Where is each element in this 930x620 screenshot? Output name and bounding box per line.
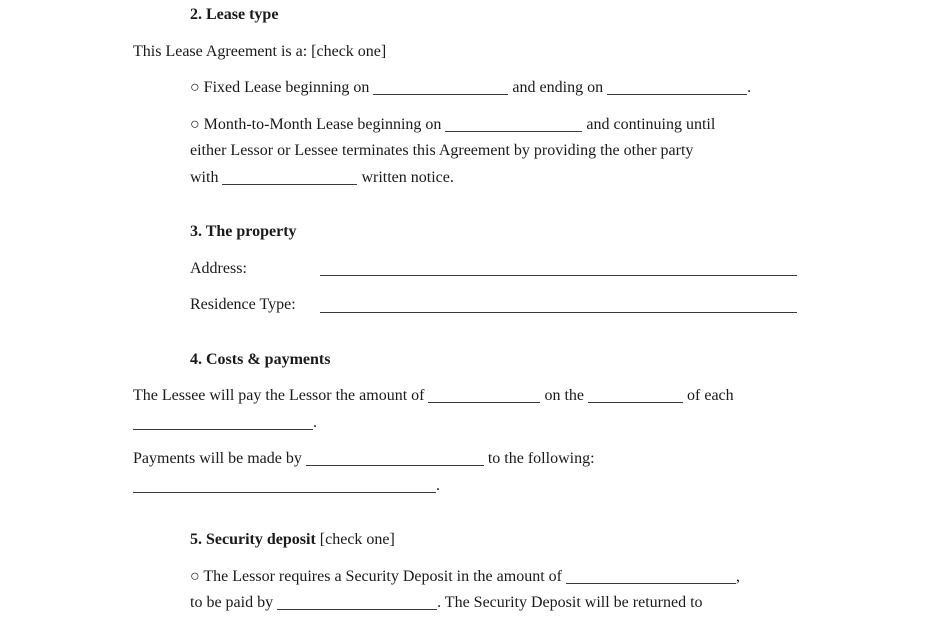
deposit-required-option (190, 564, 797, 617)
notice-period-blank[interactable] (222, 168, 357, 185)
residence-type-blank[interactable] (320, 292, 797, 313)
fixed-lease-text-3: . (747, 79, 752, 96)
payment-method-text-1: Payments will be made by (133, 450, 302, 467)
fixed-lease-end-date-blank[interactable] (607, 78, 747, 95)
lease-type-intro: This Lease Agreement is a: [check one] (133, 42, 387, 60)
rent-text-4: . (313, 413, 317, 431)
month-to-month-radio[interactable]: ○ (190, 115, 200, 133)
deposit-required-radio[interactable]: ○ (190, 567, 200, 585)
section-security-heading (190, 527, 797, 554)
rent-text-2: on the (544, 387, 585, 404)
rent-text-1: The Lessee will pay the Lessor the amount of (133, 387, 425, 404)
payment-method-text-3: . (436, 476, 440, 494)
fixed-lease-text-1: Fixed Lease beginning on (203, 79, 370, 96)
fixed-lease-start-date-blank[interactable] (373, 78, 508, 95)
rent-period-blank[interactable] (133, 413, 313, 430)
rent-payment-paragraph (133, 383, 797, 436)
rent-amount-blank[interactable] (428, 386, 540, 403)
payment-method-text-2: to the following: (487, 450, 595, 467)
mtm-text-4: with (190, 168, 219, 186)
residence-type-field-row (190, 292, 797, 319)
payment-method-blank[interactable] (306, 449, 484, 466)
rent-due-day-blank[interactable] (588, 386, 683, 403)
payment-method-paragraph (133, 446, 797, 499)
deposit-text-3: to be paid by (190, 594, 274, 611)
deposit-text-2: , (735, 567, 740, 585)
deposit-amount-blank[interactable] (566, 567, 736, 584)
mtm-text-2: and continuing until (586, 115, 716, 133)
address-label: Address: (190, 259, 247, 277)
mtm-text-3: either Lessor or Lessee terminates this Agreement by providing the other party (190, 142, 694, 159)
payment-destination-blank[interactable] (133, 476, 436, 493)
fixed-lease-option (190, 75, 797, 102)
deposit-text-1: The Lessor requires a Security Deposit in the amount of (203, 567, 562, 585)
address-field-row (190, 256, 797, 283)
month-to-month-option (190, 112, 797, 192)
deposit-paid-by-blank[interactable] (277, 593, 437, 610)
mtm-text-1: Month-to-Month Lease beginning on (203, 115, 442, 133)
mtm-start-date-blank[interactable] (445, 115, 582, 132)
deposit-text-4: . The Security Deposit will be returned to (437, 594, 703, 611)
residence-type-label: Residence Type: (190, 296, 296, 313)
fixed-lease-text-2: and ending on (512, 79, 604, 96)
address-blank[interactable] (320, 256, 797, 277)
fixed-lease-radio[interactable]: ○ (190, 79, 200, 96)
mtm-text-5: written notice. (361, 168, 454, 186)
security-heading-bold: 5. Security deposit (190, 531, 316, 548)
section-costs-heading: 4. Costs & payments (190, 350, 331, 368)
section-property-heading: 3. The property (190, 223, 297, 240)
section-lease-type-heading: 2. Lease type (190, 6, 279, 23)
security-heading-note: [check one] (319, 531, 395, 548)
rent-text-3: of each (687, 387, 734, 404)
